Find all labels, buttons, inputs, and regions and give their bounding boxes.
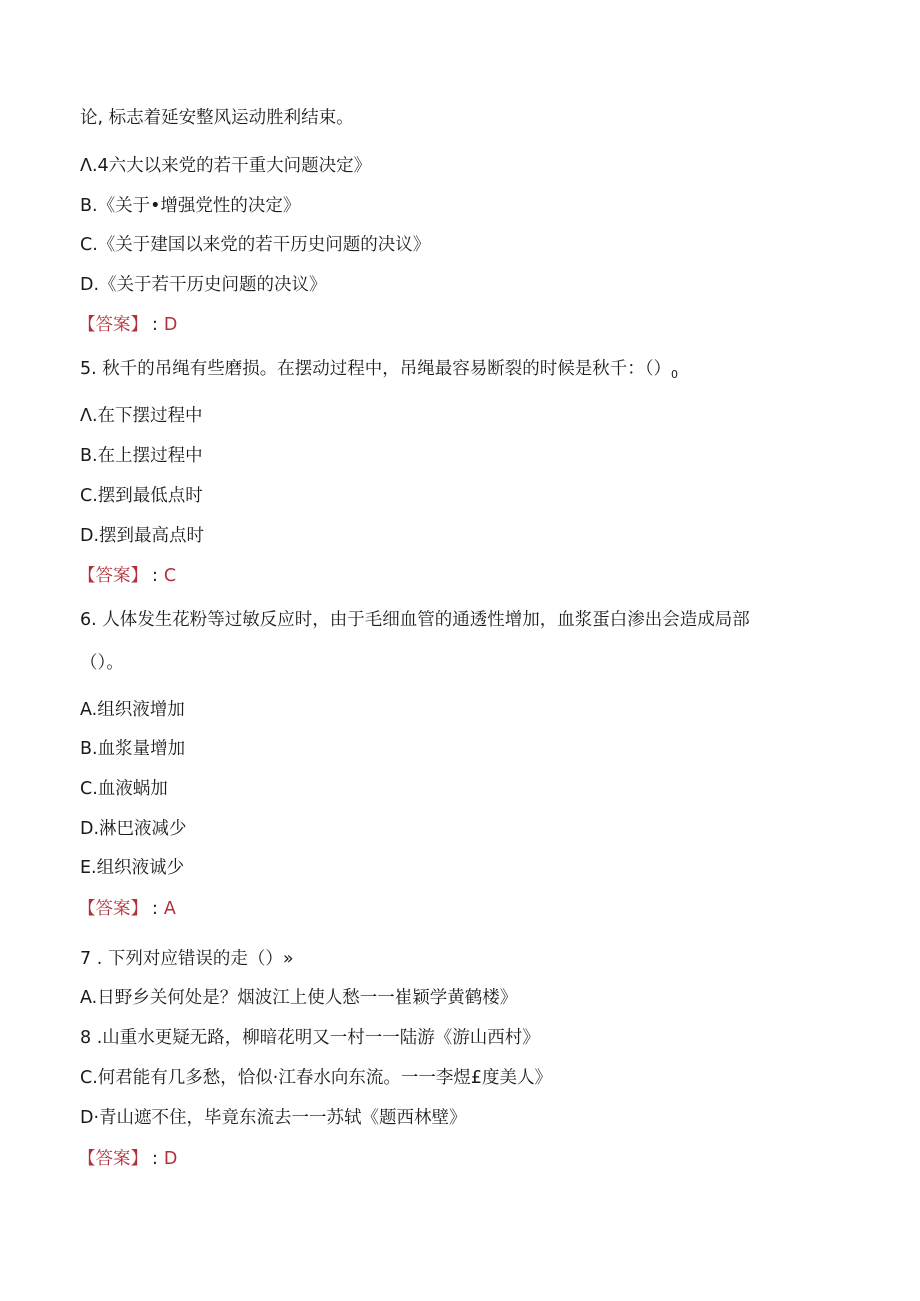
answer-label: 答案: [95, 566, 131, 586]
option-e: E.组织液诚少: [80, 858, 185, 878]
question-5: [80, 357, 678, 387]
answer-value: D: [163, 315, 178, 335]
answer-separator: :: [152, 315, 158, 335]
question-suffix: 0: [671, 368, 679, 381]
question-6-continuation: （）。: [80, 653, 124, 673]
answer-line: [78, 1147, 177, 1171]
answer-bracket-open: 【: [78, 1149, 96, 1169]
option-d: D·青山遮不住，毕竟东流去一一苏轼《题西林壁》: [80, 1108, 467, 1128]
answer-bracket-close: 】: [130, 566, 148, 586]
answer-line: [78, 897, 176, 921]
option-b: B.在上摆过程中: [80, 446, 203, 466]
option-c: C.摆到最低点时: [80, 486, 203, 506]
text-line: 论, 标志着延安整风运动胜利结束。: [80, 108, 354, 128]
option-d: D.《关于若干历史问题的决议》: [80, 275, 327, 295]
option-a: Λ.在下摆过程中: [80, 406, 203, 426]
answer-label: 答案: [95, 899, 131, 919]
answer-bracket-open: 【: [78, 899, 96, 919]
option-b: 8 .山重水更疑无路，柳暗花明又一村一一陆游《游山西村》: [80, 1028, 540, 1048]
question-6: 6. 人体发生花粉等过敏反应时，由于毛细血管的通透性增加，血浆蛋白渗出会造成局部: [80, 610, 750, 630]
answer-value: C: [163, 566, 177, 586]
answer-bracket-close: 】: [130, 1149, 148, 1169]
option-c: C.何君能有几多愁，恰似·江春水向东流。一一李煜£度美人》: [80, 1068, 552, 1088]
option-b: B.《关于•增强党性的决定》: [80, 196, 301, 216]
answer-bracket-close: 】: [130, 899, 148, 919]
answer-bracket-close: 】: [130, 315, 148, 335]
answer-separator: :: [152, 1149, 158, 1169]
answer-separator: :: [152, 566, 158, 586]
option-a: Λ.4六大以来党的若干重大问题决定》: [80, 156, 372, 176]
answer-separator: :: [152, 899, 158, 919]
answer-line: [78, 313, 177, 337]
answer-label: 答案: [95, 315, 131, 335]
answer-label: 答案: [95, 1149, 131, 1169]
option-c: C.《关于建国以来党的若干历史问题的决议》: [80, 235, 431, 255]
option-a: A.日野乡关何处是？烟波江上使人愁一一崔颖学黄鹤楼》: [80, 988, 518, 1008]
answer-line: [78, 564, 176, 588]
question-text: 5. 秋千的吊绳有些磨损。在摆动过程中，吊绳最容易断裂的时候是秋千：（）: [80, 359, 672, 379]
answer-value: D: [163, 1149, 178, 1169]
question-7: 7 . 下列对应错误的走（）»: [80, 949, 294, 969]
answer-bracket-open: 【: [78, 566, 96, 586]
option-c: C.血液蜗加: [80, 779, 168, 799]
answer-bracket-open: 【: [78, 315, 96, 335]
option-d: D.摆到最高点时: [80, 526, 205, 546]
option-d: D.淋巴液减少: [80, 819, 187, 839]
option-b: B.血浆量增加: [80, 739, 186, 759]
answer-value: A: [163, 899, 176, 919]
option-a: A.组织液增加: [80, 700, 185, 720]
